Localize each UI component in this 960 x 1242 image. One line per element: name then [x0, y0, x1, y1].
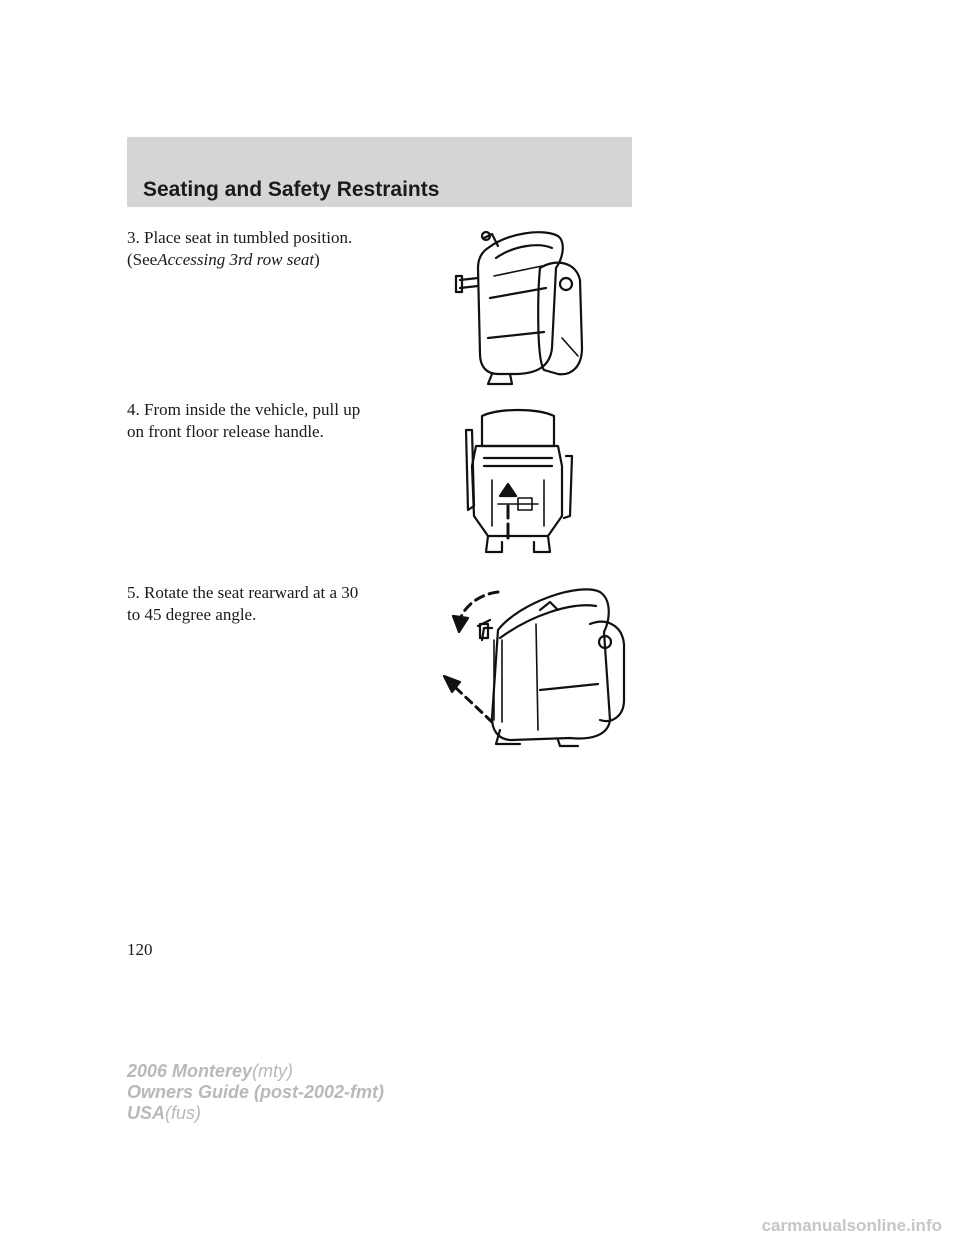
figure-seat-tumbled: [448, 228, 598, 388]
watermark: carmanualsonline.info: [761, 1216, 942, 1235]
footer-market-code: (fus): [165, 1103, 202, 1123]
step-5-line-2: to 45 degree angle.: [127, 605, 257, 624]
step-3-cross-reference: Accessing 3rd row seat: [157, 250, 315, 269]
figure-seat-rotate-rearward: [440, 580, 640, 750]
page-number: 120: [127, 940, 153, 959]
step-3-line-1: 3. Place seat in tumbled position.: [127, 228, 353, 247]
footer-guide-name: Owners Guide (post-2002-fmt): [127, 1082, 385, 1102]
step-3-text: [127, 227, 412, 271]
step-4-line-1: 4. From inside the vehicle, pull up: [127, 400, 361, 419]
footer-model: 2006 Monterey: [127, 1061, 253, 1081]
step-4-line-2: on front floor release handle.: [127, 422, 324, 441]
section-title: Seating and Safety Restraints: [143, 178, 440, 201]
document-footer: [127, 1061, 384, 1124]
step-5-text: [127, 582, 412, 626]
figure-floor-release-handle: [458, 406, 578, 561]
step-3-ref-suffix: ): [314, 250, 320, 269]
step-5-line-1: 5. Rotate the seat rearward at a 30: [127, 583, 359, 602]
step-3-ref-prefix: (See: [127, 250, 158, 269]
footer-model-code: (mty): [252, 1061, 294, 1081]
step-4-text: [127, 399, 412, 443]
footer-market: USA: [127, 1103, 166, 1123]
